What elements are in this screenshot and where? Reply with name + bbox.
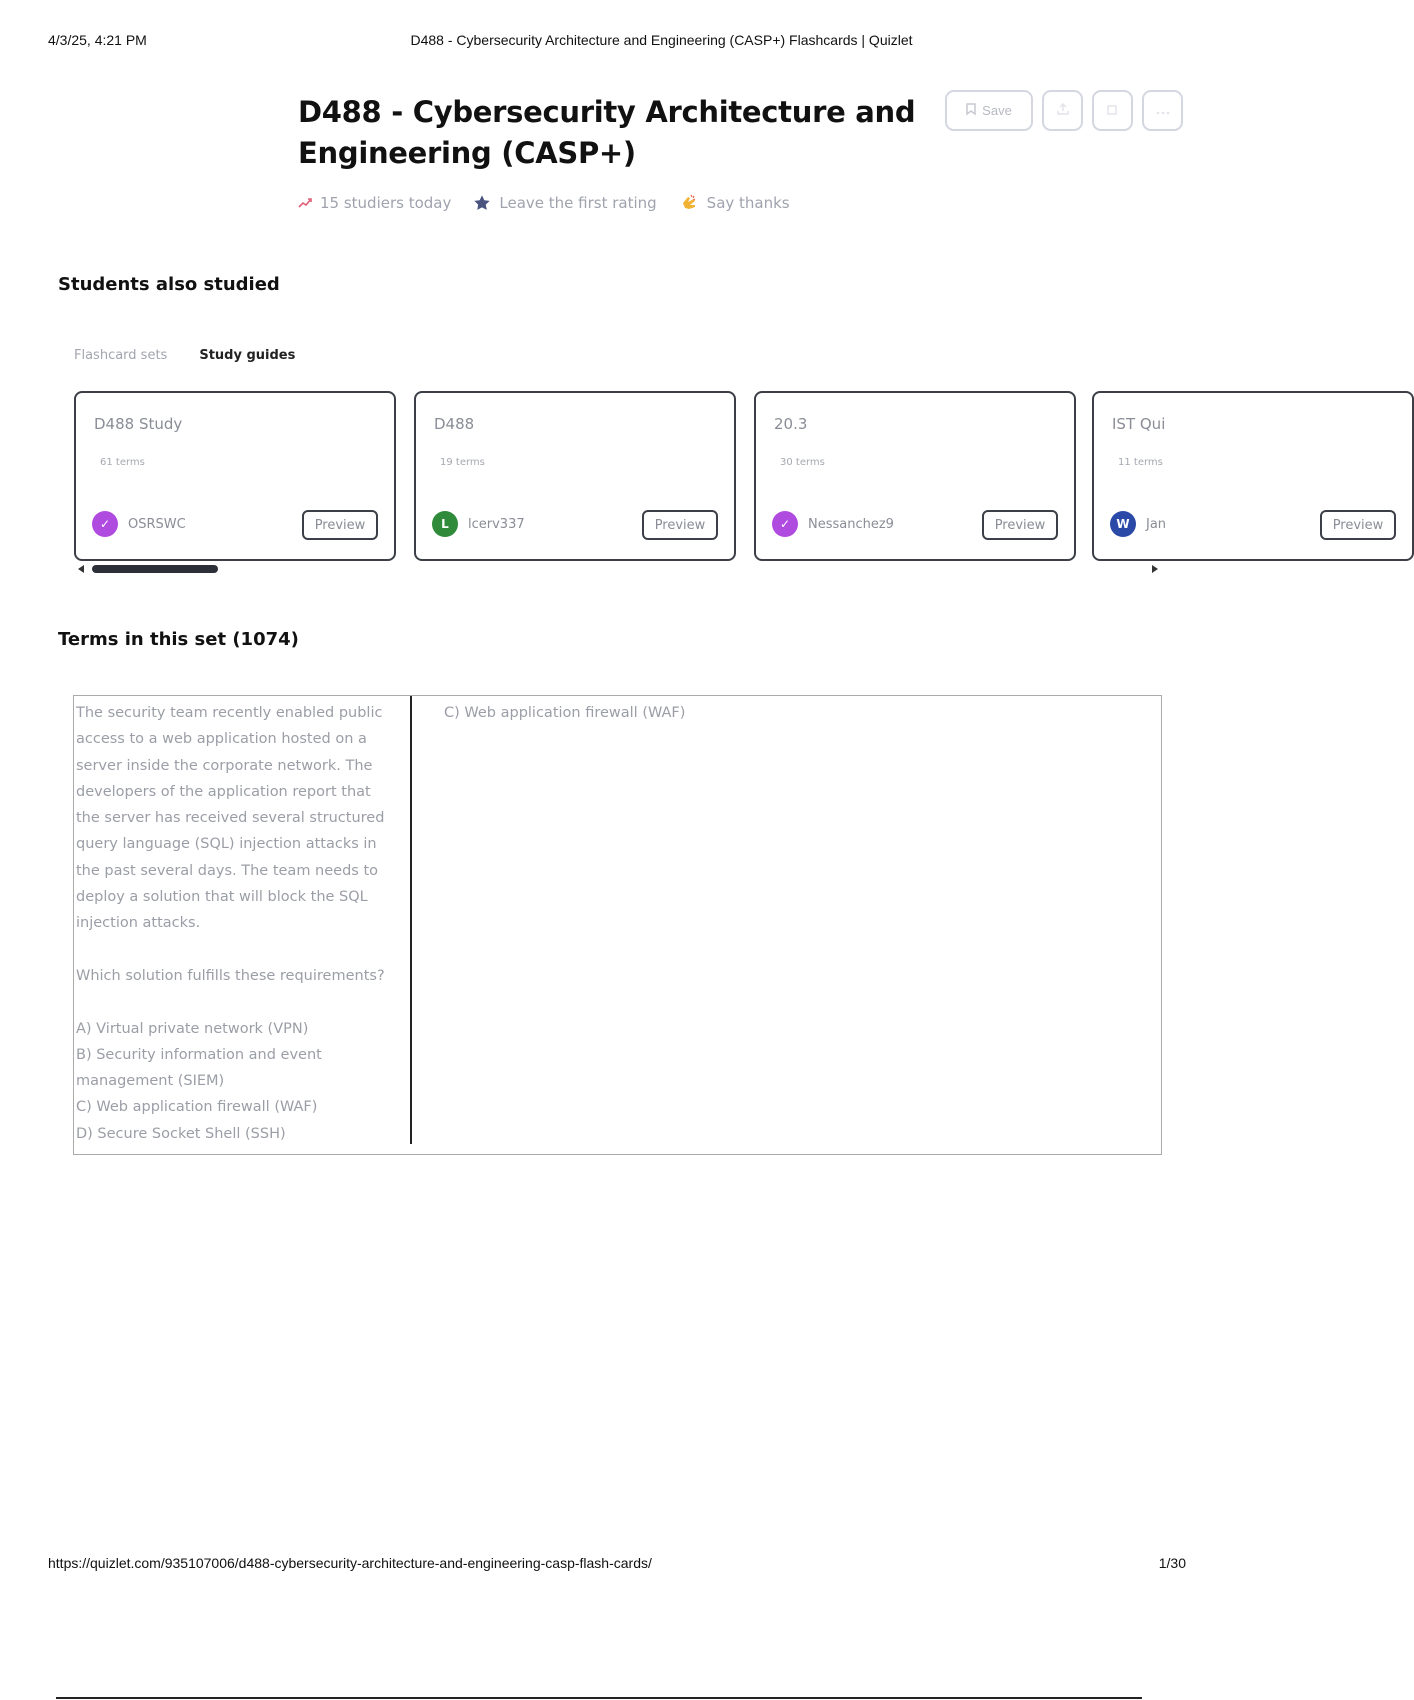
scrollbar-thumb[interactable]: [92, 565, 218, 573]
study-card[interactable]: [754, 391, 1076, 561]
share-button[interactable]: [1042, 90, 1083, 131]
share-icon: [1056, 102, 1070, 119]
term-text: The security team recently enabled public access to a web application hosted on a server inside the corporate network. The developers of the application report that the server has received several structured query language (SQL) injection attacks in the past several days. The team needs to deploy a solution that will block the SQL injection attacks. Which solution fulfills these requirements? A) Virtual private network (VPN) B) Security information and event management (SIEM) C) Web application firewall (WAF) D) Secure Socket Shell (SSH): [76, 705, 385, 1142]
card-author[interactable]: [1110, 511, 1166, 537]
rating-text: Leave the first rating: [499, 194, 657, 212]
studiers-text: 15 studiers today: [320, 194, 452, 212]
terms-heading: Terms in this set (1074): [58, 629, 299, 650]
preview-button[interactable]: Preview: [982, 510, 1058, 540]
study-card[interactable]: [74, 391, 396, 561]
also-studied-carousel: [74, 391, 1384, 561]
card-term-count: 61 terms: [100, 457, 145, 468]
scroll-right-icon[interactable]: [1152, 565, 1158, 573]
copy-icon: [1106, 102, 1120, 119]
term-row: [73, 695, 1162, 1155]
carousel-scrollbar[interactable]: [74, 563, 1162, 575]
card-term-count: 19 terms: [440, 457, 485, 468]
definition-text: C) Web application firewall (WAF): [444, 705, 686, 721]
print-timestamp: 4/3/25, 4:21 PM: [48, 32, 147, 48]
copy-button[interactable]: [1092, 90, 1133, 131]
study-card[interactable]: [414, 391, 736, 561]
set-meta: [298, 193, 812, 213]
print-document-title: D488 - Cybersecurity Architecture and Engineering (CASP+) Flashcards | Quizlet: [410, 32, 913, 48]
card-title: D488: [434, 415, 475, 433]
set-actions: [945, 90, 1183, 131]
page-divider: [56, 1697, 1142, 1699]
studiers-count: [298, 194, 451, 212]
study-card[interactable]: [1092, 391, 1414, 561]
card-term-count: 30 terms: [780, 457, 825, 468]
print-page-number: 1/30: [1158, 1555, 1186, 1571]
say-thanks-text: Say thanks: [706, 194, 790, 212]
more-options-button[interactable]: [1142, 90, 1183, 131]
card-title: D488 Study: [94, 415, 183, 433]
avatar: ✓: [772, 511, 798, 537]
card-username: OSRSWC: [128, 516, 186, 532]
card-title: 20.3: [774, 415, 808, 433]
more-icon: [1156, 103, 1170, 118]
preview-button[interactable]: Preview: [302, 510, 378, 540]
preview-button[interactable]: Preview: [642, 510, 718, 540]
tab-study-guides[interactable]: Study guides: [199, 348, 296, 363]
card-username: lcerv337: [468, 516, 525, 532]
preview-button[interactable]: Preview: [1320, 510, 1396, 540]
clapping-hands-icon: [679, 193, 699, 213]
star-icon: [473, 194, 491, 212]
term-divider: [410, 696, 412, 1144]
avatar: W: [1110, 511, 1136, 537]
say-thanks-link[interactable]: [679, 193, 790, 213]
card-term-count: 11 terms: [1118, 457, 1163, 468]
card-username: Nessanchez9: [808, 516, 894, 532]
save-label: Save: [982, 103, 1012, 118]
print-url: https://quizlet.com/935107006/d488-cybersecurity-architecture-and-engineering-casp-flash-cards/: [48, 1555, 652, 1571]
page-title: D488 - Cybersecurity Architecture and Engineering (CASP+): [298, 95, 916, 170]
trending-icon: [298, 198, 312, 208]
card-author[interactable]: [432, 511, 525, 537]
bookmark-icon: [966, 103, 976, 118]
card-author[interactable]: [92, 511, 186, 537]
card-author[interactable]: [772, 511, 894, 537]
also-studied-heading: Students also studied: [58, 274, 280, 295]
save-button[interactable]: [945, 90, 1033, 131]
tab-flashcard-sets[interactable]: Flashcard sets: [74, 348, 168, 363]
card-title: IST Qui: [1112, 415, 1166, 433]
rating-link[interactable]: [473, 194, 656, 212]
scroll-left-icon[interactable]: [78, 565, 84, 573]
card-username: Jan: [1146, 516, 1167, 532]
avatar: ✓: [92, 511, 118, 537]
avatar: L: [432, 511, 458, 537]
also-studied-tabs: [74, 348, 295, 363]
